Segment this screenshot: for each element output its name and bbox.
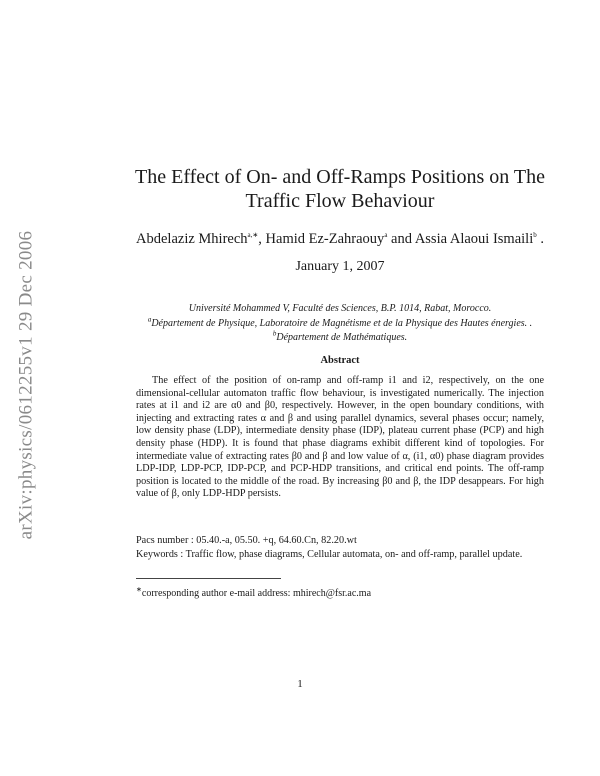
arxiv-stamp-text: arXiv:physics/0612255v1 29 Dec 2006 [15, 230, 36, 540]
author-list [120, 231, 560, 248]
page-number: 1 [297, 678, 303, 690]
affiliation-line: $^b$Département de Mathématiques. [272, 329, 408, 343]
author-affil-mark: a,∗ [247, 231, 259, 240]
author-affil-mark: b [533, 231, 537, 240]
footnote-text: corresponding author e-mail address: mhirech@fsr.ac.ma [141, 588, 372, 599]
title-line-1: The Effect of On- and Off-Ramps Positions on The [135, 166, 545, 188]
affiliation-line: Université Mohammed V, Faculté des Sciences, B.P. 1014, Rabat, Morocco. [188, 303, 492, 314]
abstract-heading: Abstract [320, 355, 360, 366]
arxiv-stamp [6, 200, 46, 570]
keywords: Keywords : Traffic flow, phase diagrams, Cellular automata, on- and off-ramp, parallel update. [136, 549, 523, 560]
pacs-numbers: Pacs number : 05.40.-a, 05.50. +q, 64.60.Cn, 82.20.wt [136, 535, 357, 546]
paper-date: January 1, 2007 [295, 259, 385, 274]
author-name: Assia Alaoui Ismaili [414, 231, 534, 247]
title-line-2: Traffic Flow Behaviour [245, 190, 435, 212]
author-separator: and [387, 231, 415, 247]
footnote-mark: ∗ [136, 585, 142, 594]
author-name: Hamid Ez-Zahraouy [265, 231, 385, 247]
abstract-body: The effect of the position of on-ramp and off-ramp i1 and i2, respectively, on the one dimensional-cellular automaton traffic flow behaviour, is investigated numerically. The injection rates at i1 and i2 are α0 and β0, respectively. However, in the open boundary conditions, with injecting and extracting rates α and β and using parallel dynamics, several phases occur; namely, low density phase (LDP), intermediate density phase (IDP), plateau current phase (PCP) and high density phase (HDP). It is found that phase diagrams exhibit different kind of topologies. For intermediate value of extracting rates β0 and β and low value of α, (i1, α0) phase diagram provides LDP-IDP, LDP-PCP, IDP-PCP, and PCP-HDP transitions, and critical end points. The off-ramp position is located to the middle of the road. By increasing β0 and β, the IDP desappears. For high value of β, only LDP-HDP persists. [136, 375, 544, 500]
affiliations [130, 302, 550, 346]
author-separator: , [258, 231, 266, 247]
author-name: Abdelaziz Mhirech [136, 231, 248, 247]
author-affil-mark: a [384, 231, 388, 240]
affiliation-line: $^a$Département de Physique, Laboratoire de Magnétisme et de la Physique des Hautes énergies. . [147, 315, 533, 329]
affiliation-mark: b [272, 329, 277, 338]
paper-title [120, 165, 560, 213]
footnote [136, 585, 544, 599]
author-separator: . [536, 231, 544, 247]
affiliation-mark: a [147, 315, 152, 324]
footnote-rule [136, 578, 281, 579]
